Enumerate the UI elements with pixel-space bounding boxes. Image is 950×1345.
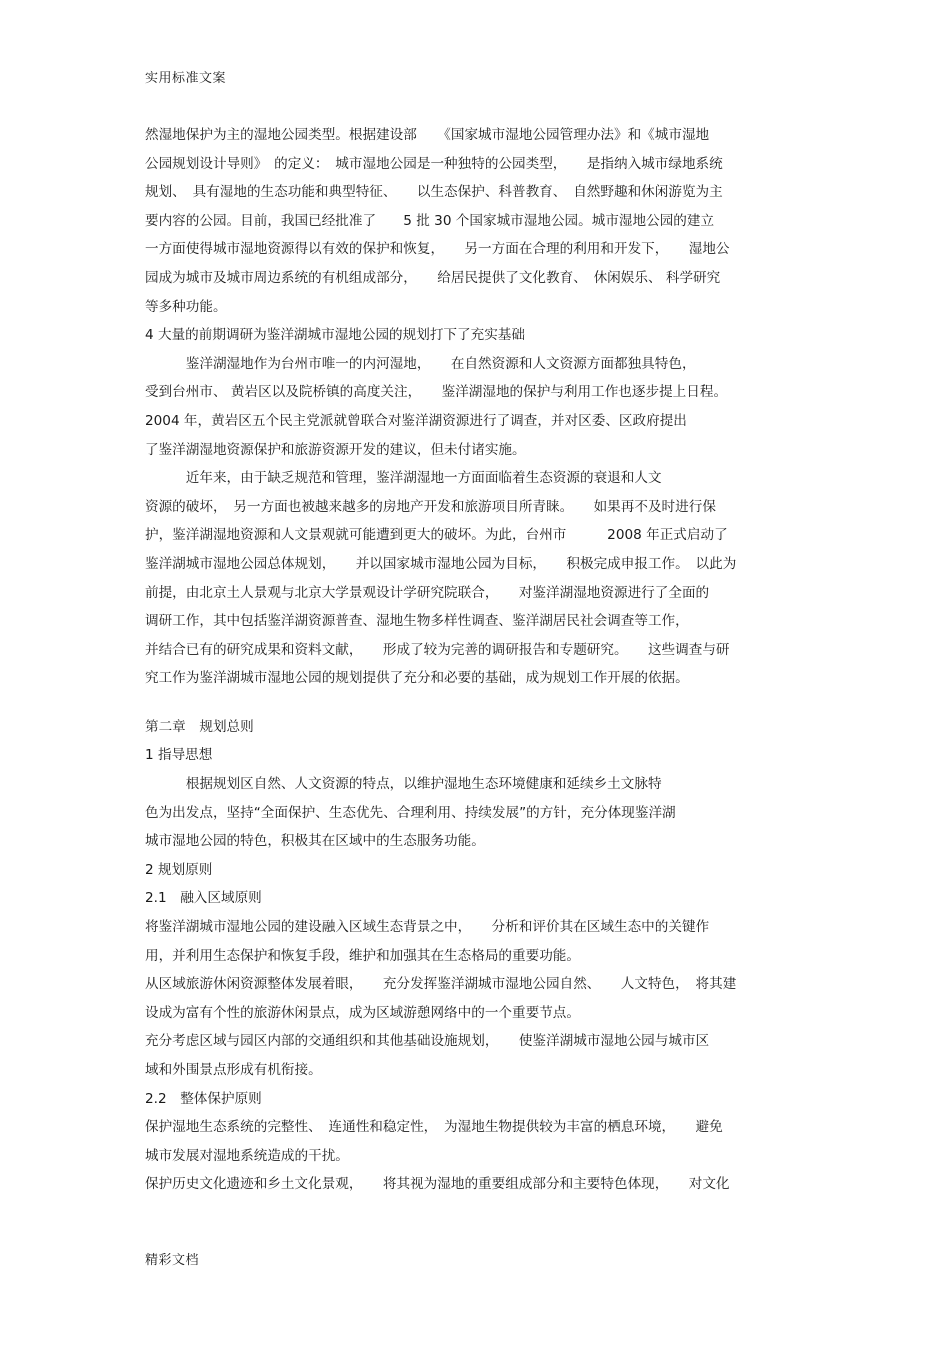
text-line: 调研工作，其中包括鉴洋湖资源普查、湿地生物多样性调查、鉴洋湖居民社会调查等工作， — [145, 613, 689, 630]
text-line: 等多种功能。 — [145, 298, 227, 315]
document-body — [145, 121, 810, 1199]
text-line: 护，鉴洋湖湿地资源和人文景观就可能遭到更大的破坏。为此，台州市 2008 年正式启动了 — [145, 527, 728, 544]
text-line: 设成为富有个性的旅游休闲景点，成为区域游憩网络中的一个重要节点。 — [145, 1004, 580, 1021]
text-line: 资源的破坏， 另一方面也被越来越多的房地产开发和旅游项目所青睐。 如果再不及时进行保 — [145, 498, 716, 515]
text-line: 2 规划原则 — [145, 861, 213, 878]
text-line: 究工作为鉴洋湖城市湿地公园的规划提供了充分和必要的基础，成为规划工作开展的依据。 — [145, 670, 689, 687]
text-line: 将鉴洋湖城市湿地公园的建设融入区域生态背景之中， 分析和评价其在区域生态中的关键作 — [145, 919, 710, 936]
text-line: 保护历史文化遗迹和乡土文化景观， 将其视为湿地的重要组成部分和主要特色体现， 对文化 — [145, 1176, 730, 1193]
text-line: 并结合已有的研究成果和资料文献， 形成了较为完善的调研报告和专题研究。 这些调查与研 — [145, 641, 730, 658]
text-line: 4 大量的前期调研为鉴洋湖城市湿地公园的规划打下了充实基础 — [145, 327, 525, 344]
text-line: 鉴洋湖湿地作为台州市唯一的内河湿地， 在自然资源和人文资源方面都独具特色， — [145, 355, 696, 372]
text-line: 一方面使得城市湿地资源得以有效的保护和恢复， 另一方面在合理的利用和开发下， 湿地公 — [145, 241, 730, 258]
text-line: 根据规划区自然、人文资源的特点，以维护湿地生态环境健康和延续乡土文脉特 — [145, 776, 662, 793]
text-line: 规划、 具有湿地的生态功能和典型特征、 以生态保护、科普教育、 自然野趣和休闲游览为主 — [145, 184, 723, 201]
text-line: 前提，由北京土人景观与北京大学景观设计学研究院联合， 对鉴洋湖湿地资源进行了全面的 — [145, 584, 710, 601]
text-line: 第二章 规划总则 — [145, 718, 254, 735]
text-line: 域和外围景点形成有机衔接。 — [145, 1062, 322, 1078]
text-line: 要内容的公园。目前，我国已经批准了 5 批 30 个国家城市湿地公园。城市湿地公园的建立 — [145, 212, 715, 229]
text-line: 然湿地保护为主的湿地公园类型。根据建设部 《国家城市湿地公园管理办法》和《城市湿地 — [145, 127, 710, 143]
text-line: 2.2 整体保护原则 — [145, 1090, 262, 1107]
text-line: 城市发展对湿地系统造成的干扰。 — [145, 1147, 349, 1164]
text-line: 用，并利用生态保护和恢复手段，维护和加强其在生态格局的重要功能。 — [145, 947, 580, 964]
text-line: 近年来，由于缺乏规范和管理，鉴洋湖湿地一方面面临着生态资源的衰退和人文 — [145, 470, 662, 487]
blank-line — [145, 693, 810, 713]
text-line: 色为出发点，坚持“全面保护、生态优先、合理利用、持续发展”的方针，充分体现鉴洋湖 — [145, 804, 676, 821]
text-line: 园成为城市及城市周边系统的有机组成部分， 给居民提供了文化教育、 休闲娱乐、 科学研究 — [145, 269, 721, 286]
text-line: 公园规划设计导则》 的定义： 城市湿地公园是一种独特的公园类型， 是指纳入城市绿地系统 — [145, 155, 723, 172]
text-line: 城市湿地公园的特色，积极其在区域中的生态服务功能。 — [145, 833, 485, 850]
page-footer: 精彩文档 — [145, 1253, 200, 1268]
text-line: 鉴洋湖城市湿地公园总体规划， 并以国家城市湿地公园为目标， 积极完成申报工作。 以此为 — [145, 555, 737, 572]
text-line: 保护湿地生态系统的完整性、 连通性和稳定性， 为湿地生物提供较为丰富的栖息环境， 避免 — [145, 1119, 723, 1136]
text-line: 2004 年，黄岩区五个民主党派就曾联合对鉴洋湖资源进行了调查，并对区委、区政府提出 — [145, 412, 687, 429]
page-header: 实用标准文案 — [145, 71, 227, 86]
text-line: 1 指导思想 — [145, 747, 213, 764]
text-line: 受到台州市、 黄岩区以及院桥镇的高度关注， 鉴洋湖湿地的保护与利用工作也逐步提上日程。 — [145, 384, 728, 401]
text-line: 从区域旅游休闲资源整体发展着眼， 充分发挥鉴洋湖城市湿地公园自然、 人文特色， 将其建 — [145, 976, 737, 993]
text-line: 充分考虑区域与园区内部的交通组织和其他基础设施规划， 使鉴洋湖城市湿地公园与城市区 — [145, 1033, 710, 1050]
text-line: 了鉴洋湖湿地资源保护和旅游资源开发的建议，但未付诸实施。 — [145, 441, 526, 458]
text-line: 2.1 融入区域原则 — [145, 890, 262, 907]
